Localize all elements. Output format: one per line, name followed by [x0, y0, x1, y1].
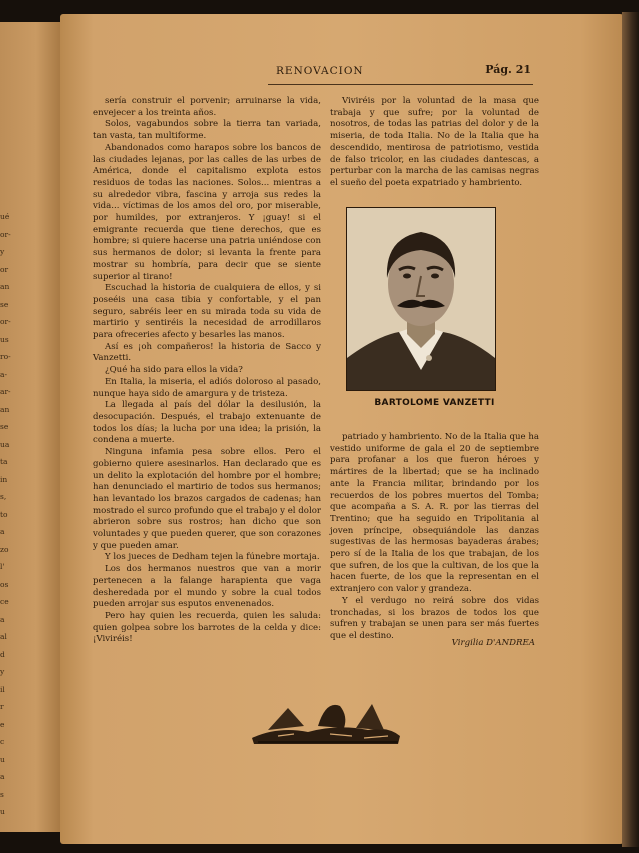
left-page-text-fragment: se — [0, 299, 9, 309]
left-page-text-fragment: a- — [0, 369, 8, 379]
paragraph: Y los jueces de Dedham tejen la fúnebre mortaja. — [105, 552, 320, 563]
left-page-text-fragment: e — [0, 719, 5, 729]
author-signature: Virgilia D'ANDREA — [451, 638, 535, 648]
paragraph: Abandonados como harapos sobre los bancos de las ciudades lejanas, por las calles de las urbes de América, donde el capitalismo explota estos residuos de todas las naciones. Solos... mientras a su alrededor vibra, fascina y arroja sus redes la vida... víctimas de los amos del oro, por miserable, por humildes, por extranjeros. Y ¡guay! si el emigrante recuerda que tiene derechos, que es hombre; si quiere hacerse una patria uniéndose con sus hermanos de dolor; si levanta la frente para mostrar su hombría, para decir que se siente superior al tirano! — [93, 142, 321, 282]
page-number: Pág. 21 — [485, 63, 531, 76]
left-page-text-fragment: l' — [0, 562, 5, 571]
left-page-text-fragment: ce — [0, 597, 9, 606]
paragraph: Escuchad la historia de cualquiera de ellos, y si poseéis una casa tibia y confortable, y el pan seguro, sabréis leer en su mirada toda su vida de martirio y sentiréis la necesidad de arrodillaros para ofreceries afecto y besarles las manos. — [93, 283, 321, 341]
text-column-right-top — [330, 96, 539, 188]
left-page-text-fragment: zo — [0, 544, 9, 554]
left-page-edge — [0, 22, 60, 832]
left-page-text-fragment: a — [0, 772, 5, 781]
left-page-text-fragment: or — [0, 264, 9, 274]
left-page-text-fragment: il — [0, 684, 5, 694]
left-page-text-fragment: ua — [0, 439, 10, 449]
left-page-text-fragment: s — [0, 789, 4, 799]
left-page-text-fragment: s, — [0, 492, 7, 501]
left-page-text-fragment: u — [0, 754, 5, 764]
left-page-text-fragment: d — [0, 649, 5, 659]
vignette-illustration-icon — [248, 686, 404, 748]
paragraph: Los dos hermanos nuestros que van a morir pertenecen a la falange harapienta que vaga desheredada por el mundo y sobre la cual todos pueden arrojar sus esputos envenenados. — [93, 564, 321, 610]
portrait-photo-icon — [346, 207, 496, 391]
paragraph: patriado y hambriento. No de la Italia que ha vestido uniforme de gala el 20 de septiembre para profanar a los que fueron héroes y mártires de la libertad; que se ha inclinado ante la Francia militar, brindando por los recuerdos de los pobres muertos del Tomba; que acompaña a S. A. R. por las tierras del Trentino; que ha seguido en Tripolitania al joven príncipe, obsequiándole las danzas sugestivas de las hermosas bayaderas árabes; pero sí de la Italia de los que trabajan, de los que sufren, de los que la cultivan, de los que la hacen fuerte, de los que la representan en el extranjero con valor y grandeza. — [330, 432, 539, 595]
left-page-text-fragment: u — [0, 807, 5, 816]
text-column-right-bottom — [330, 432, 539, 641]
left-page-text-fragment: ta — [0, 457, 8, 466]
paragraph: Solos, vagabundos sobre la tierra tan variada, tan vasta, tan multiforme. — [93, 119, 321, 142]
left-page-text-fragment: us — [0, 334, 9, 344]
paragraph: En Italia, la miseria, el adiós doloroso al pasado, nunque haya sido de amargura y de tristeza. — [93, 376, 321, 399]
left-page-text-fragment: an — [0, 404, 10, 414]
left-page-text-fragment: y — [0, 247, 5, 256]
left-page-text-fragment: a — [0, 614, 5, 624]
left-page-text-fragment: or- — [0, 317, 11, 326]
left-page-text-fragment: ar- — [0, 387, 11, 396]
left-page-text-fragment: in — [0, 474, 8, 484]
paragraph: Y el verdugo no reirá sobre dos vidas tronchadas, si los brazos de todos los que sufren y trabajan se unen para ser más fuertes que el destino. — [330, 595, 539, 641]
paragraph: Viviréis por la voluntad de la masa que trabaja y que sufre; por la voluntad de nosotros, de todas las patrias del dolor y de la miseria, de toda Italia. No de la Italia que ha descendido, mentirosa de patriotismo, vestida de falso tricolor, en las ciudades dantescas, a perturbar con la marcha de las camisas negras el sueño del poeta expatriado y hambriento. — [330, 96, 539, 188]
portrait-caption: BARTOLOME VANZETTI — [374, 398, 495, 408]
paragraph: La llegada al país del dólar la desilusión, la desocupación. Después, el trabajo extenuante de todos los días; la lucha por una idea; la prisión, la condena a muerte. — [93, 400, 321, 446]
text-column-left — [93, 96, 321, 666]
paragraph: Así es ¡oh compañeros! la historia de Sacco y Vanzetti. — [93, 341, 321, 364]
left-page-text-fragment: al — [0, 632, 7, 641]
left-page-text-fragment: y — [0, 667, 5, 676]
paragraph: ¿Qué ha sido para ellos la vida? — [105, 365, 243, 376]
left-page-text-fragment: ué — [0, 212, 10, 221]
magazine-title: RENOVACION — [276, 65, 364, 77]
left-page-text-fragment: an — [0, 282, 10, 291]
left-page-text-fragment: c — [0, 737, 5, 746]
paragraph: sería construir el porvenir; arruinarse la vida, envejecer a los treinta años. — [93, 96, 321, 118]
left-page-text-fragment: r — [0, 702, 4, 711]
paragraph: Pero hay quien les recuerda, quien les saluda: quien golpea sobre los barrotes de la celda y dice: ¡Viviréis! — [93, 610, 321, 645]
left-page-text-fragment: os — [0, 579, 9, 589]
paragraph: Ninguna infamia pesa sobre ellos. Pero el gobierno quiere asesinarlos. Han declarado que es un delito la explotación del hombre por el hombre; han denunciado el martirio de todos sus hermanos; han levantado los brazos cargados de cadenas; han mostrado el surco profundo que el trabajo y el dolor abrieron sobre sus rostros; han dicho que son voluntades y que pueden querer, que son corazones y que pueden amar. — [93, 447, 321, 551]
left-page-text-fragment: a — [0, 527, 5, 536]
page-stack-edge — [622, 12, 639, 847]
page-header — [268, 56, 533, 85]
left-page-text-fragment: to — [0, 509, 8, 519]
left-page-text-fragment: se — [0, 422, 9, 431]
left-page-text-fragment: ro- — [0, 352, 11, 361]
left-page-text-fragment: or- — [0, 229, 11, 239]
